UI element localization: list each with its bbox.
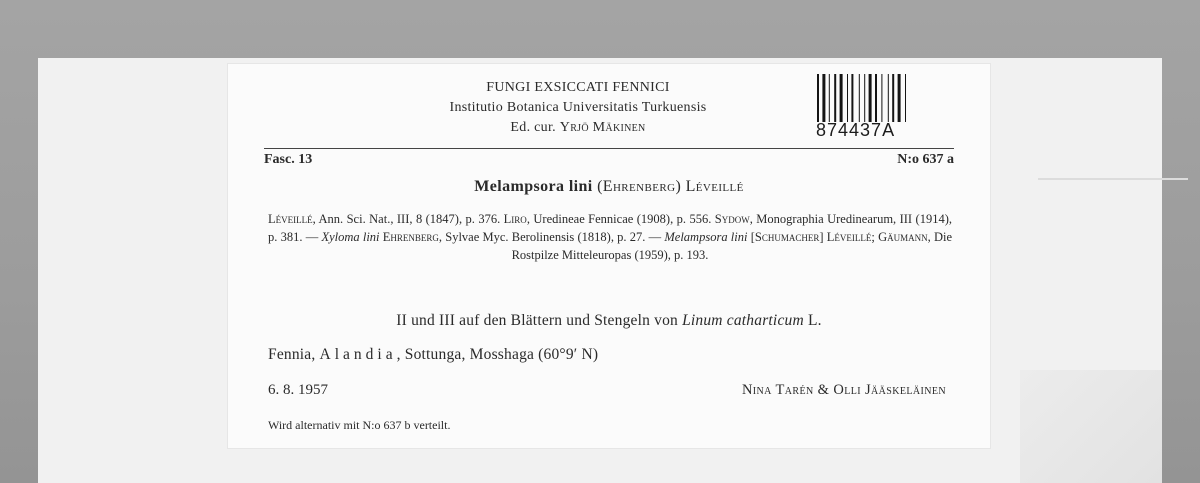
host-species: Linum catharticum xyxy=(682,312,804,329)
ref-author: Ehrenberg xyxy=(379,230,439,244)
ref-taxon: Xyloma lini xyxy=(321,230,380,244)
ref-text: , Sylvae Myc. Berolinensis (1818), p. 27. — xyxy=(438,230,665,244)
ref-author: Gäumann xyxy=(878,230,928,244)
envelope-flap xyxy=(1020,370,1162,483)
barcode-number: 874437A xyxy=(816,120,896,140)
host-author: L. xyxy=(803,312,822,329)
specimen-number: N:o 637 a xyxy=(897,152,954,167)
editor-prefix: Ed. cur. xyxy=(510,120,560,135)
fascicle-label: Fasc. 13 xyxy=(264,152,313,167)
institution: Institutio Botanica Universitatis Turkuensis xyxy=(449,100,707,115)
editor-name: Yrjö Mäkinen xyxy=(559,120,646,135)
ref-text: [ xyxy=(747,230,755,244)
ref-text: ] xyxy=(819,230,827,244)
series-title: FUNGI EXSICCATI FENNICI xyxy=(486,80,670,95)
barcode-image xyxy=(816,74,922,122)
label-header xyxy=(378,78,778,138)
host-line xyxy=(228,312,990,330)
editor-line xyxy=(378,118,778,138)
species-author: Léveillé xyxy=(685,178,744,195)
basionym-author: (Ehrenberg) xyxy=(597,178,682,195)
ref-text: , Ann. Sci. Nat., III, 8 (1847), p. 376. xyxy=(312,212,504,226)
species-name: Melampsora lini xyxy=(474,178,593,195)
header-divider xyxy=(264,148,954,149)
collectors: Nina Tarén & Olli Jääskeläinen xyxy=(741,382,946,398)
host-prefix: II und III auf den Blättern und Stengeln von xyxy=(396,312,683,329)
specimen-label xyxy=(228,64,990,448)
locality-province: Alandia xyxy=(319,346,397,363)
ref-text: , Monographia Uredinearum, III (1914), p. 381. — xyxy=(268,212,952,244)
ref-text: , Uredineae Fennicae (1908), p. 556. xyxy=(526,212,715,226)
literature-references xyxy=(268,210,952,264)
ref-text: ; xyxy=(871,230,879,244)
ref-author: Léveillé xyxy=(826,230,872,244)
locality-line xyxy=(268,346,598,364)
ref-author: Sydow xyxy=(714,212,750,226)
ref-author: Liro xyxy=(503,212,527,226)
locality-country: Fennia, xyxy=(268,346,320,363)
ref-taxon: Melampsora lini xyxy=(664,230,748,244)
ref-author: Schumacher xyxy=(754,230,820,244)
distribution-note: Wird alternativ mit N:o 637 b verteilt. xyxy=(268,418,451,432)
locality-detail: , Sottunga, Mosshaga (60°9′ N) xyxy=(396,346,599,363)
ref-author: Léveillé xyxy=(268,212,313,226)
collection-date: 6. 8. 1957 xyxy=(268,382,328,398)
ref-text: , Die Rostpilze Mitteleuropas (1959), p. 193. xyxy=(511,230,953,262)
species-title xyxy=(228,178,990,196)
paper-fold xyxy=(1038,178,1188,180)
